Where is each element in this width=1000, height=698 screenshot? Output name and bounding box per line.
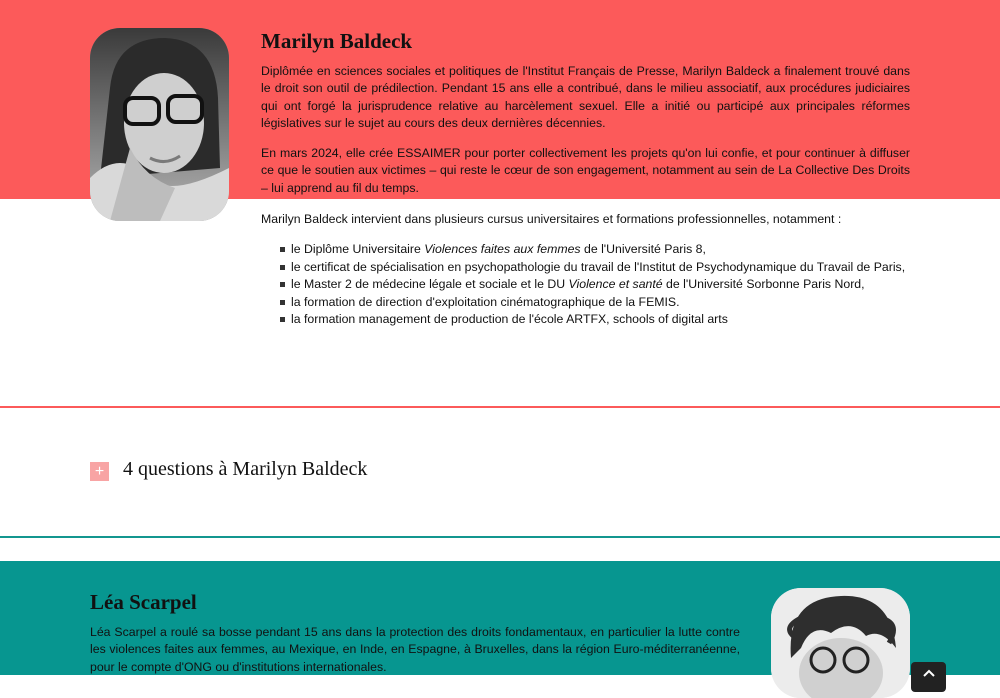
person-name-heading: Léa Scarpel xyxy=(90,590,197,614)
list-item: la formation de direction d'exploitation cinématographique de la FEMIS. xyxy=(291,294,905,312)
bio-paragraph: Marilyn Baldeck intervient dans plusieurs cursus universitaires et formations professionnelles, notamment : xyxy=(261,212,842,226)
portrait-image xyxy=(90,28,229,221)
arrow-up-icon xyxy=(923,668,935,678)
person-name-heading: Marilyn Baldeck xyxy=(261,29,413,53)
list-item: la formation management de production de l'école ARTFX, schools of digital arts xyxy=(291,311,905,329)
scroll-to-top-button[interactable] xyxy=(911,662,946,692)
accordion-toggle-button[interactable]: + xyxy=(90,462,109,481)
portrait-image xyxy=(771,588,910,698)
list-item: le Diplôme Universitaire Violences faites aux femmes de l'Université Paris 8, xyxy=(291,241,905,259)
bio-paragraph: En mars 2024, elle crée ESSAIMER pour porter collectivement les projets qu'on lui confie, et pour continuer à diffuser ce que le soutien aux victimes – qui reste le cœur de son engagement, notamment au sein de La Collective Des Droits – lui apprend au fil du temps. xyxy=(261,146,910,195)
bio-paragraph: Léa Scarpel a roulé sa bosse pendant 15 ans dans la protection des droits fondamentaux, en particulier la lutte contre les violences faites aux femmes, au Mexique, en Inde, en Espagne, à Bruxelles, dans la région Euro-méditerranéenne, pour le compte d'ONG ou d'institutions internationales. xyxy=(90,625,740,674)
courses-list xyxy=(261,241,905,329)
accordion-title[interactable]: 4 questions à Marilyn Baldeck xyxy=(123,458,368,480)
section-divider xyxy=(0,406,1000,408)
portrait-marilyn-baldeck xyxy=(90,28,229,221)
section-divider xyxy=(0,536,1000,538)
portrait-lea-scarpel xyxy=(771,588,910,698)
list-item: le certificat de spécialisation en psychopathologie du travail de l'Institut de Psychodynamique du Travail de Paris, xyxy=(291,259,905,277)
list-item: le Master 2 de médecine légale et sociale et le DU Violence et santé de l'Université Sorbonne Paris Nord, xyxy=(291,276,905,294)
bio-paragraph: Diplômée en sciences sociales et politiques de l'Institut Français de Presse, Marilyn Baldeck a finalement trouvé dans le droit son outil de prédilection. Pendant 15 ans elle a contribué, dans le milieu associatif, aux procédures judiciaires qui ont forgé la jurisprudence relative au harcèlement sexuel. Elle a initié ou participé aux principales réformes législatives sur le sujet au cours des deux dernières décennies. xyxy=(261,64,910,131)
